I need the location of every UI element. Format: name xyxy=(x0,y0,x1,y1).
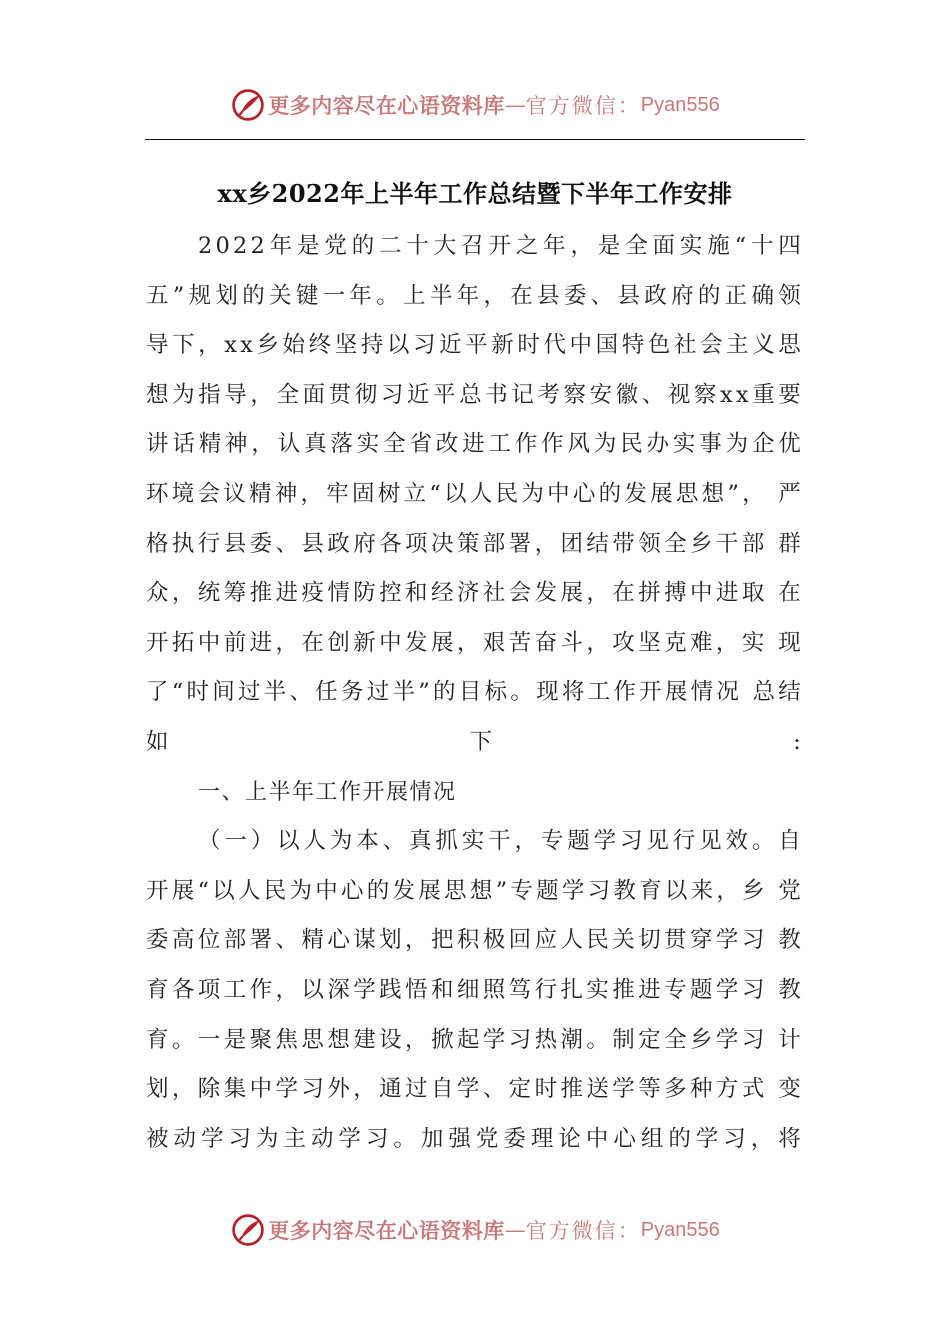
intro-line: 五”规划的关键一年。上半年，在县委、县政府的正确领 xyxy=(146,282,804,309)
intro-line: 现了“时间过半、任务过半”的目标。现将工作开展情况 xyxy=(146,629,804,706)
intro-line: 想为指导，全面贯彻习近平总书记考察安徽、视察xx重要 xyxy=(146,381,804,408)
header-watermark xyxy=(0,85,950,125)
section1-line: （一）以人为本、真抓实干，专题学习见行见效。自 xyxy=(198,828,804,855)
intro-line: 严格执行县委、县政府各项决策部署，团结带领全乡干部 xyxy=(146,480,804,557)
watermark-site: 更多内容尽在心语资料库 xyxy=(268,1218,505,1243)
section1-line: 教育各项工作，以深学践悟和细照笃行扎实推进专题学习 xyxy=(146,927,804,1003)
section1-line: 计划，除集中学习外，通过自学、定时推送学等多种方式 xyxy=(146,1026,804,1103)
document-title: xx乡2022年上半年工作总结暨下半年工作安排 xyxy=(217,179,733,208)
section1-line: 教育。一是聚焦思想建设，掀起学习热潮。制定全乡学习 xyxy=(146,976,804,1053)
watermark-wechat-id: Pyan556 xyxy=(640,1218,720,1241)
section1-line: 开展“以人民为中心的发展思想”专题学习教育以来，乡 xyxy=(146,877,768,904)
watermark-label: 官方微信： xyxy=(525,1219,641,1243)
quill-logo-icon xyxy=(230,87,266,123)
intro-line: 在开拓中前进，在创新中发展，艰苦奋斗，攻坚克难，实 xyxy=(146,580,804,656)
intro-line: 总结如下: xyxy=(146,679,805,755)
section1-line: 党委高位部署、精心谋划，把积极回应人民关切贯穿学习 xyxy=(146,877,804,954)
section-heading: 一、上半年工作开展情况 xyxy=(198,779,457,805)
header-rule xyxy=(145,139,805,140)
intro-line: 2022年是党的二十大召开之年，是全面实施“十四 xyxy=(198,233,804,259)
watermark-separator: — xyxy=(504,93,526,117)
intro-paragraph xyxy=(146,222,804,768)
quill-logo-icon xyxy=(230,1212,266,1248)
watermark-separator: — xyxy=(504,1218,526,1242)
watermark-wechat-id: Pyan556 xyxy=(640,93,720,116)
section1-line: 变被动学习为主动学习。加强党委理论中心组的学习，将 xyxy=(146,1076,804,1152)
intro-line: 讲话精神，认真落实全省改进工作作风为民办实事为企优 xyxy=(146,431,804,458)
section1-paragraph xyxy=(146,817,804,1164)
watermark-site: 更多内容尽在心语资料库 xyxy=(268,93,505,118)
intro-line: 导下，xx乡始终坚持以习近平新时代中国特色社会主义思 xyxy=(146,332,804,359)
footer-watermark xyxy=(0,1210,950,1250)
watermark-label: 官方微信： xyxy=(525,94,641,118)
intro-line: 群众，统筹推进疫情防控和经济社会发展，在拼搏中进取 xyxy=(146,530,804,607)
document-body xyxy=(146,222,804,1164)
intro-line: 环境会议精神，牢固树立“以人民为中心的发展思想”， xyxy=(146,480,768,507)
